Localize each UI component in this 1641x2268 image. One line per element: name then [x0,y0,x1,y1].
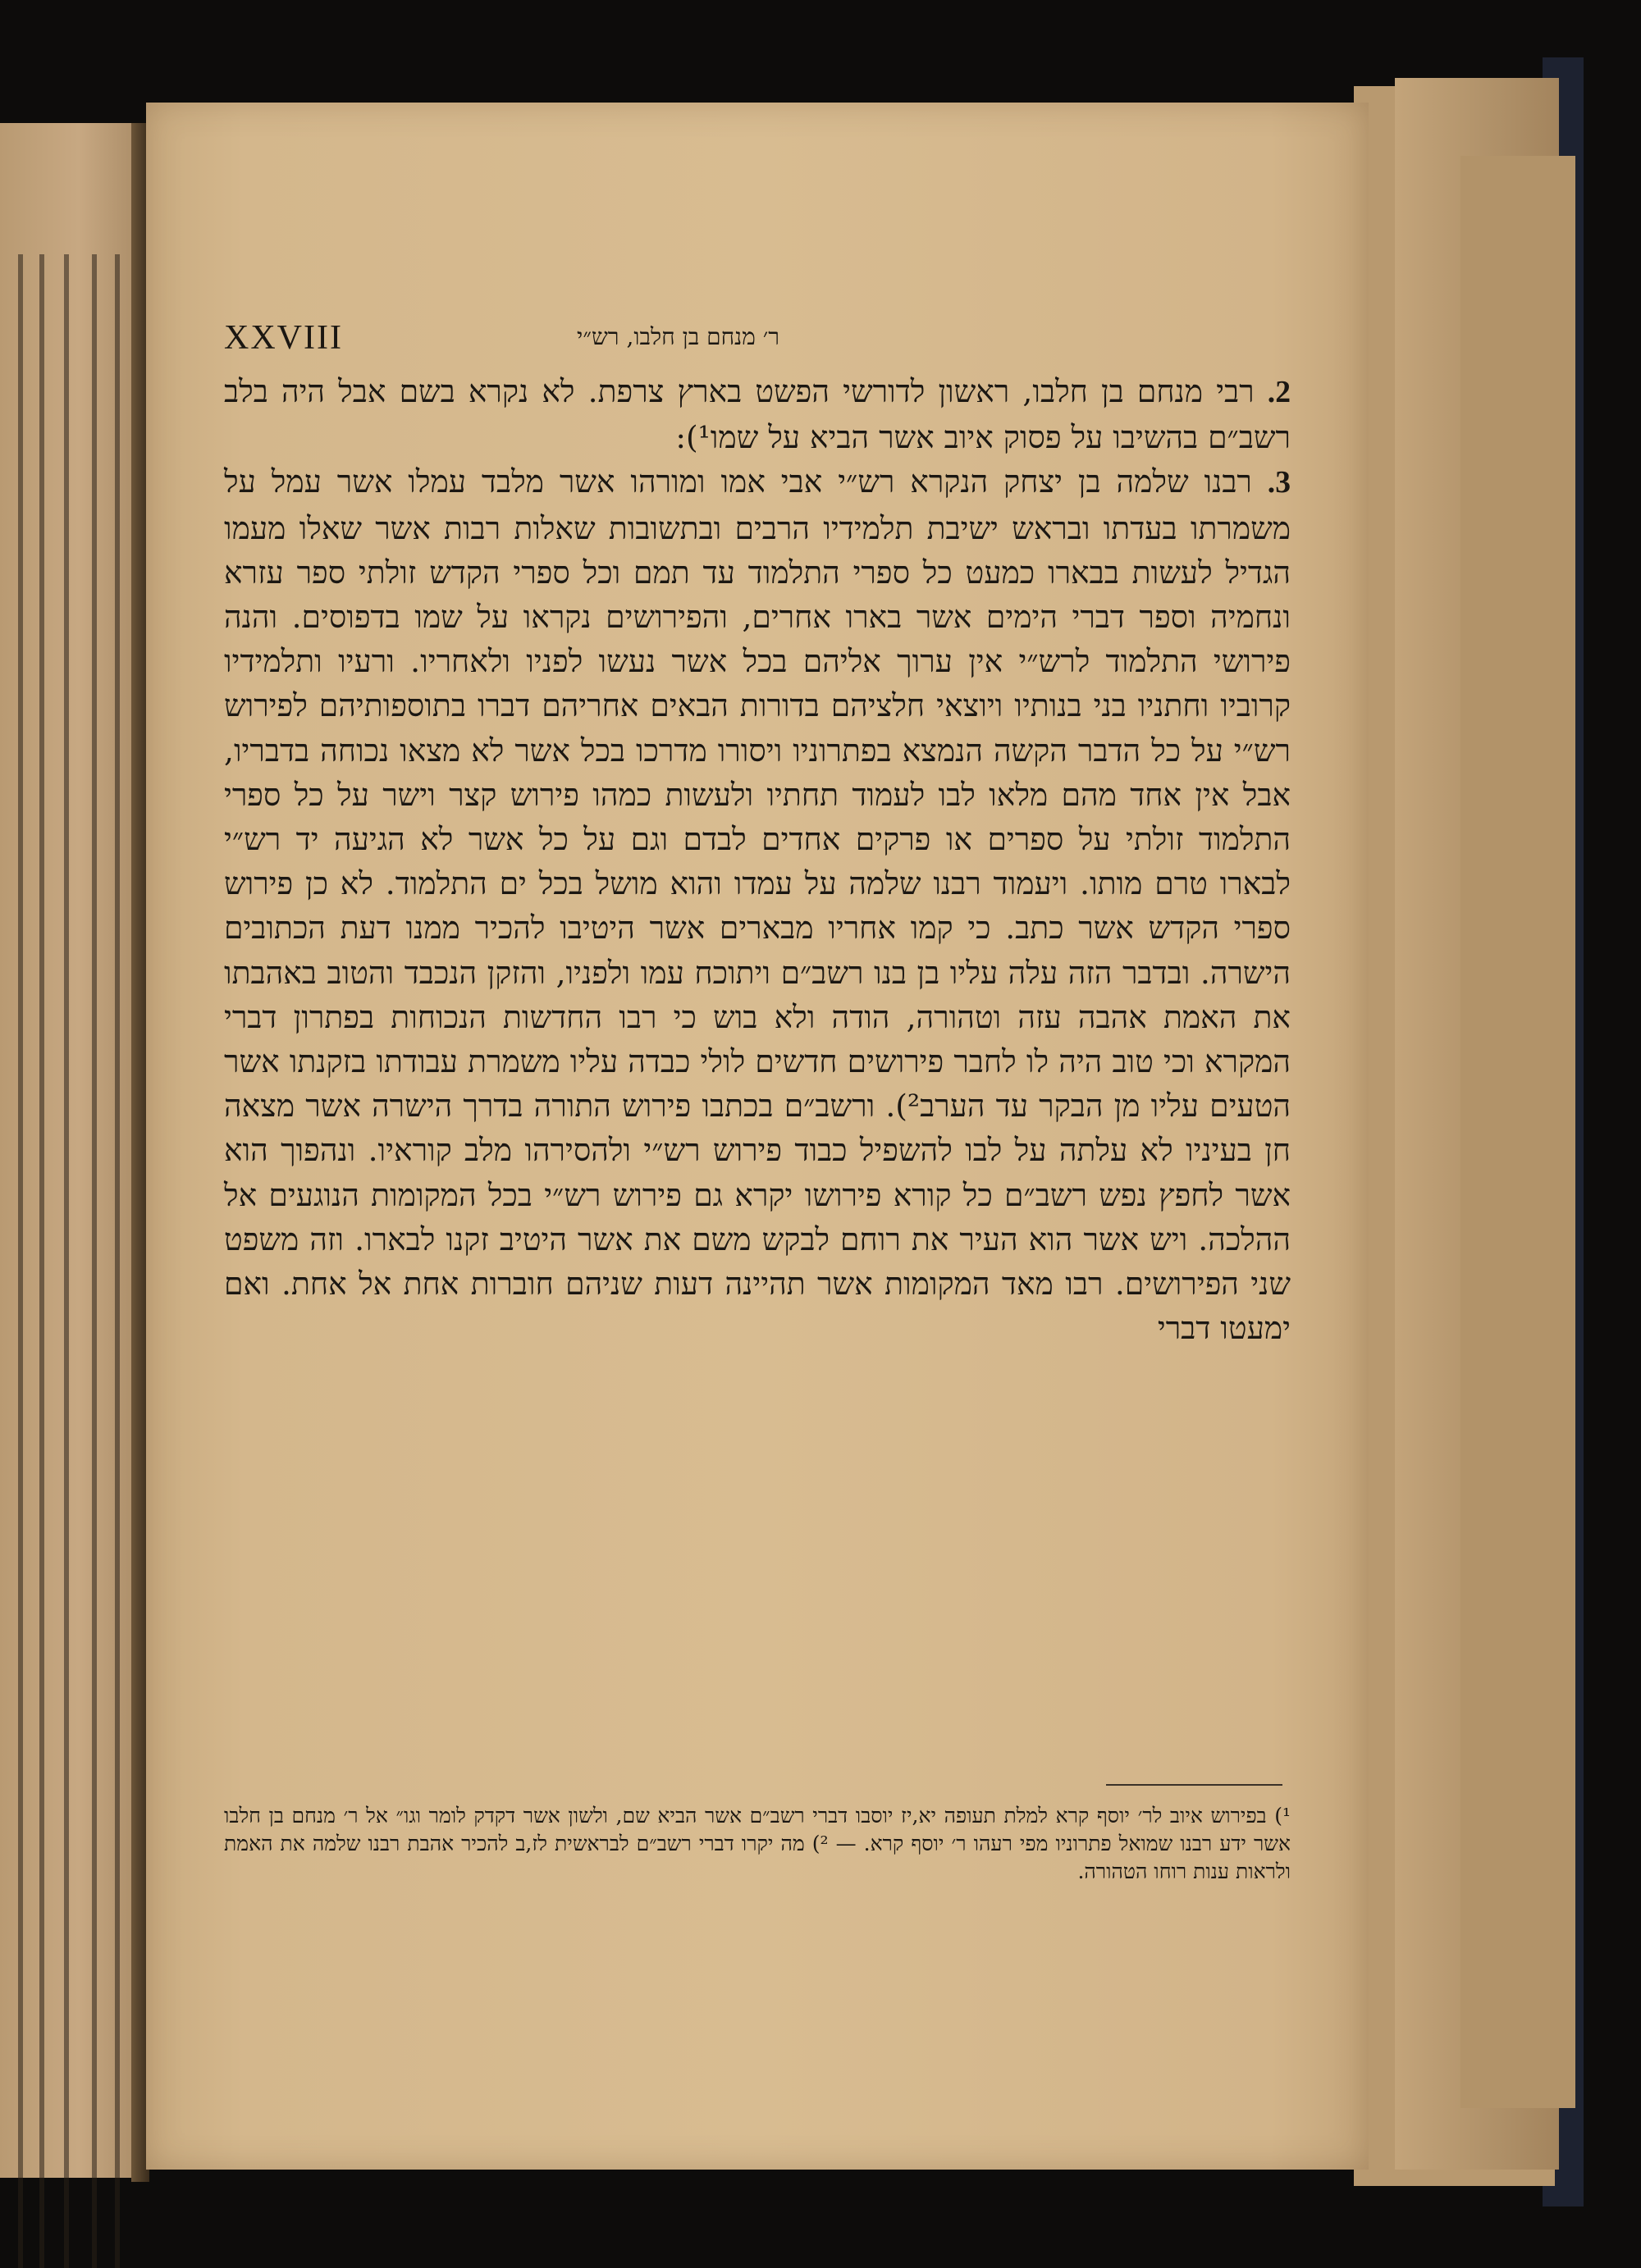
torn-edge [115,254,120,2268]
paragraph-2 [224,369,1291,459]
paragraph-number: 3. [1267,466,1291,500]
running-title: ר׳ מנחם בן חלבו, רש״י [577,323,779,350]
torn-edge [18,254,23,2268]
paragraph-text: רבי מנחם בן חלבו, ראשון לדורשי הפשט בארץ צרפת. לא נקרא בשם אבל היה בלב רשב״ם בהשיבו על פסוק איוב אשר הביא על שמו¹): [224,373,1291,456]
paragraph-3 [224,459,1291,1350]
torn-edge [92,254,97,2268]
page-edge-stack [1460,156,1575,2108]
running-head [224,312,1291,369]
left-facing-page-edges [0,123,144,2178]
footnotes [224,1802,1291,1886]
page-number: XXVIII [224,319,343,357]
torn-edge [39,254,44,2268]
main-text [224,312,1291,1350]
footnote-rule [1106,1784,1282,1786]
footnote-text: ¹) בפירוש איוב לר׳ יוסף קרא למלת תעופה יא,יז יוסבו דברי רשב״ם אשר הביא שם, ולשון אשר דקדק לומר וגו״ אל ר׳ מנחם בן חלבו אשר ידע רבנו שמואל פתרוניו מפי רעהו ר׳ יוסף קרא. — ²) מה יקרו דברי רשב״ם לבראשית לז,ב להכיר אהבת רבנו שלמה את האמת ולראות ענות רוחו הטהורה. [224,1804,1291,1883]
torn-edge [64,254,69,2268]
paragraph-number: 2. [1267,376,1291,409]
paragraph-text: רבנו שלמה בן יצחק הנקרא רש״י אבי אמו ומורהו אשר מלבד עמלו אשר עמל על משמרתו בעדתו ובראש ישיבת תלמידיו הרבים ובתשובות שאלות רבות אשר שאלו מעמו הגדיל לעשות בבארו כמעט כל ספרי התלמוד עד תמם וכל ספרי הקדש זולתי ספר עזרא ונחמיה וספר דברי הימים אשר בארו אחרים, והפירושים נקראו על שמו בדפוסים. והנה פירושי התלמוד לרש״י אין ערוך אליהם בכל אשר נעשו לפניו ולאחריו. ורעיו ותלמידיו קרוביו וחתניו בני בנותיו ויוצאי חלציהם בדורות הבאים אחריהם דברו בתוספותיהם לפירוש רש״י על כל הדבר הקשה הנמצא בפתרוניו ויסורו מדרכו בכל אשר לא מצאו נכוחה בדבריו, אבל אין אחד מהם מלאו לבו לעמוד תחתיו ולעשות כמהו פירוש קצר וישר על כל ספרי התלמוד זולתי על ספרים או פרקים אחדים לבדם וגם על כל אשר לא הגיעה יד רש״י לבארו טרם מותו. ויעמוד רבנו שלמה על עמדו והוא מושל בכל ים התלמוד. לא כן פירוש ספרי הקדש אשר כתב. כי קמו אחריו מבארים אשר היטיבו להכיר ממנו דעת הכתובים הישרה. ובדבר הזה עלה עליו בן בנו רשב״ם ויתוכח עמו ולפניו, והזקן הנכבד והטוב באהבתו את האמת אהבה עזה וטהורה, הודה ולא בוש כי רבו החדשות הנכוחות בפתרון דברי המקרא וכי טוב היה לו לחבר פירושים חדשים לולי כבדה עליו משמרת עבודתו בזקנתו אשר הטעים עליו מן הבקר עד הערב²). ורשב״ם בכתבו פירוש התורה בדרך הישרה אשר מצאה חן בעיניו לא עלתה על לבו להשפיל כבוד פירוש רש״י ולהסירהו מלב קוראיו. ונהפוך הוא אשר לחפץ נפש רשב״ם כל קורא פירושו יקרא גם פירוש רש״י בכל המקומות הנוגעים אל ההלכה. ויש אשר הוא העיר את רוחם לבקש משם את אשר היטיב זקנו לבארו. וזה משפט שני הפירושים. רבו מאד המקומות אשר תהיינה דעות שניהם חוברות אחת אל אחת. ואם ימעטו דברי [224,463,1291,1347]
book-page [146,103,1369,2170]
